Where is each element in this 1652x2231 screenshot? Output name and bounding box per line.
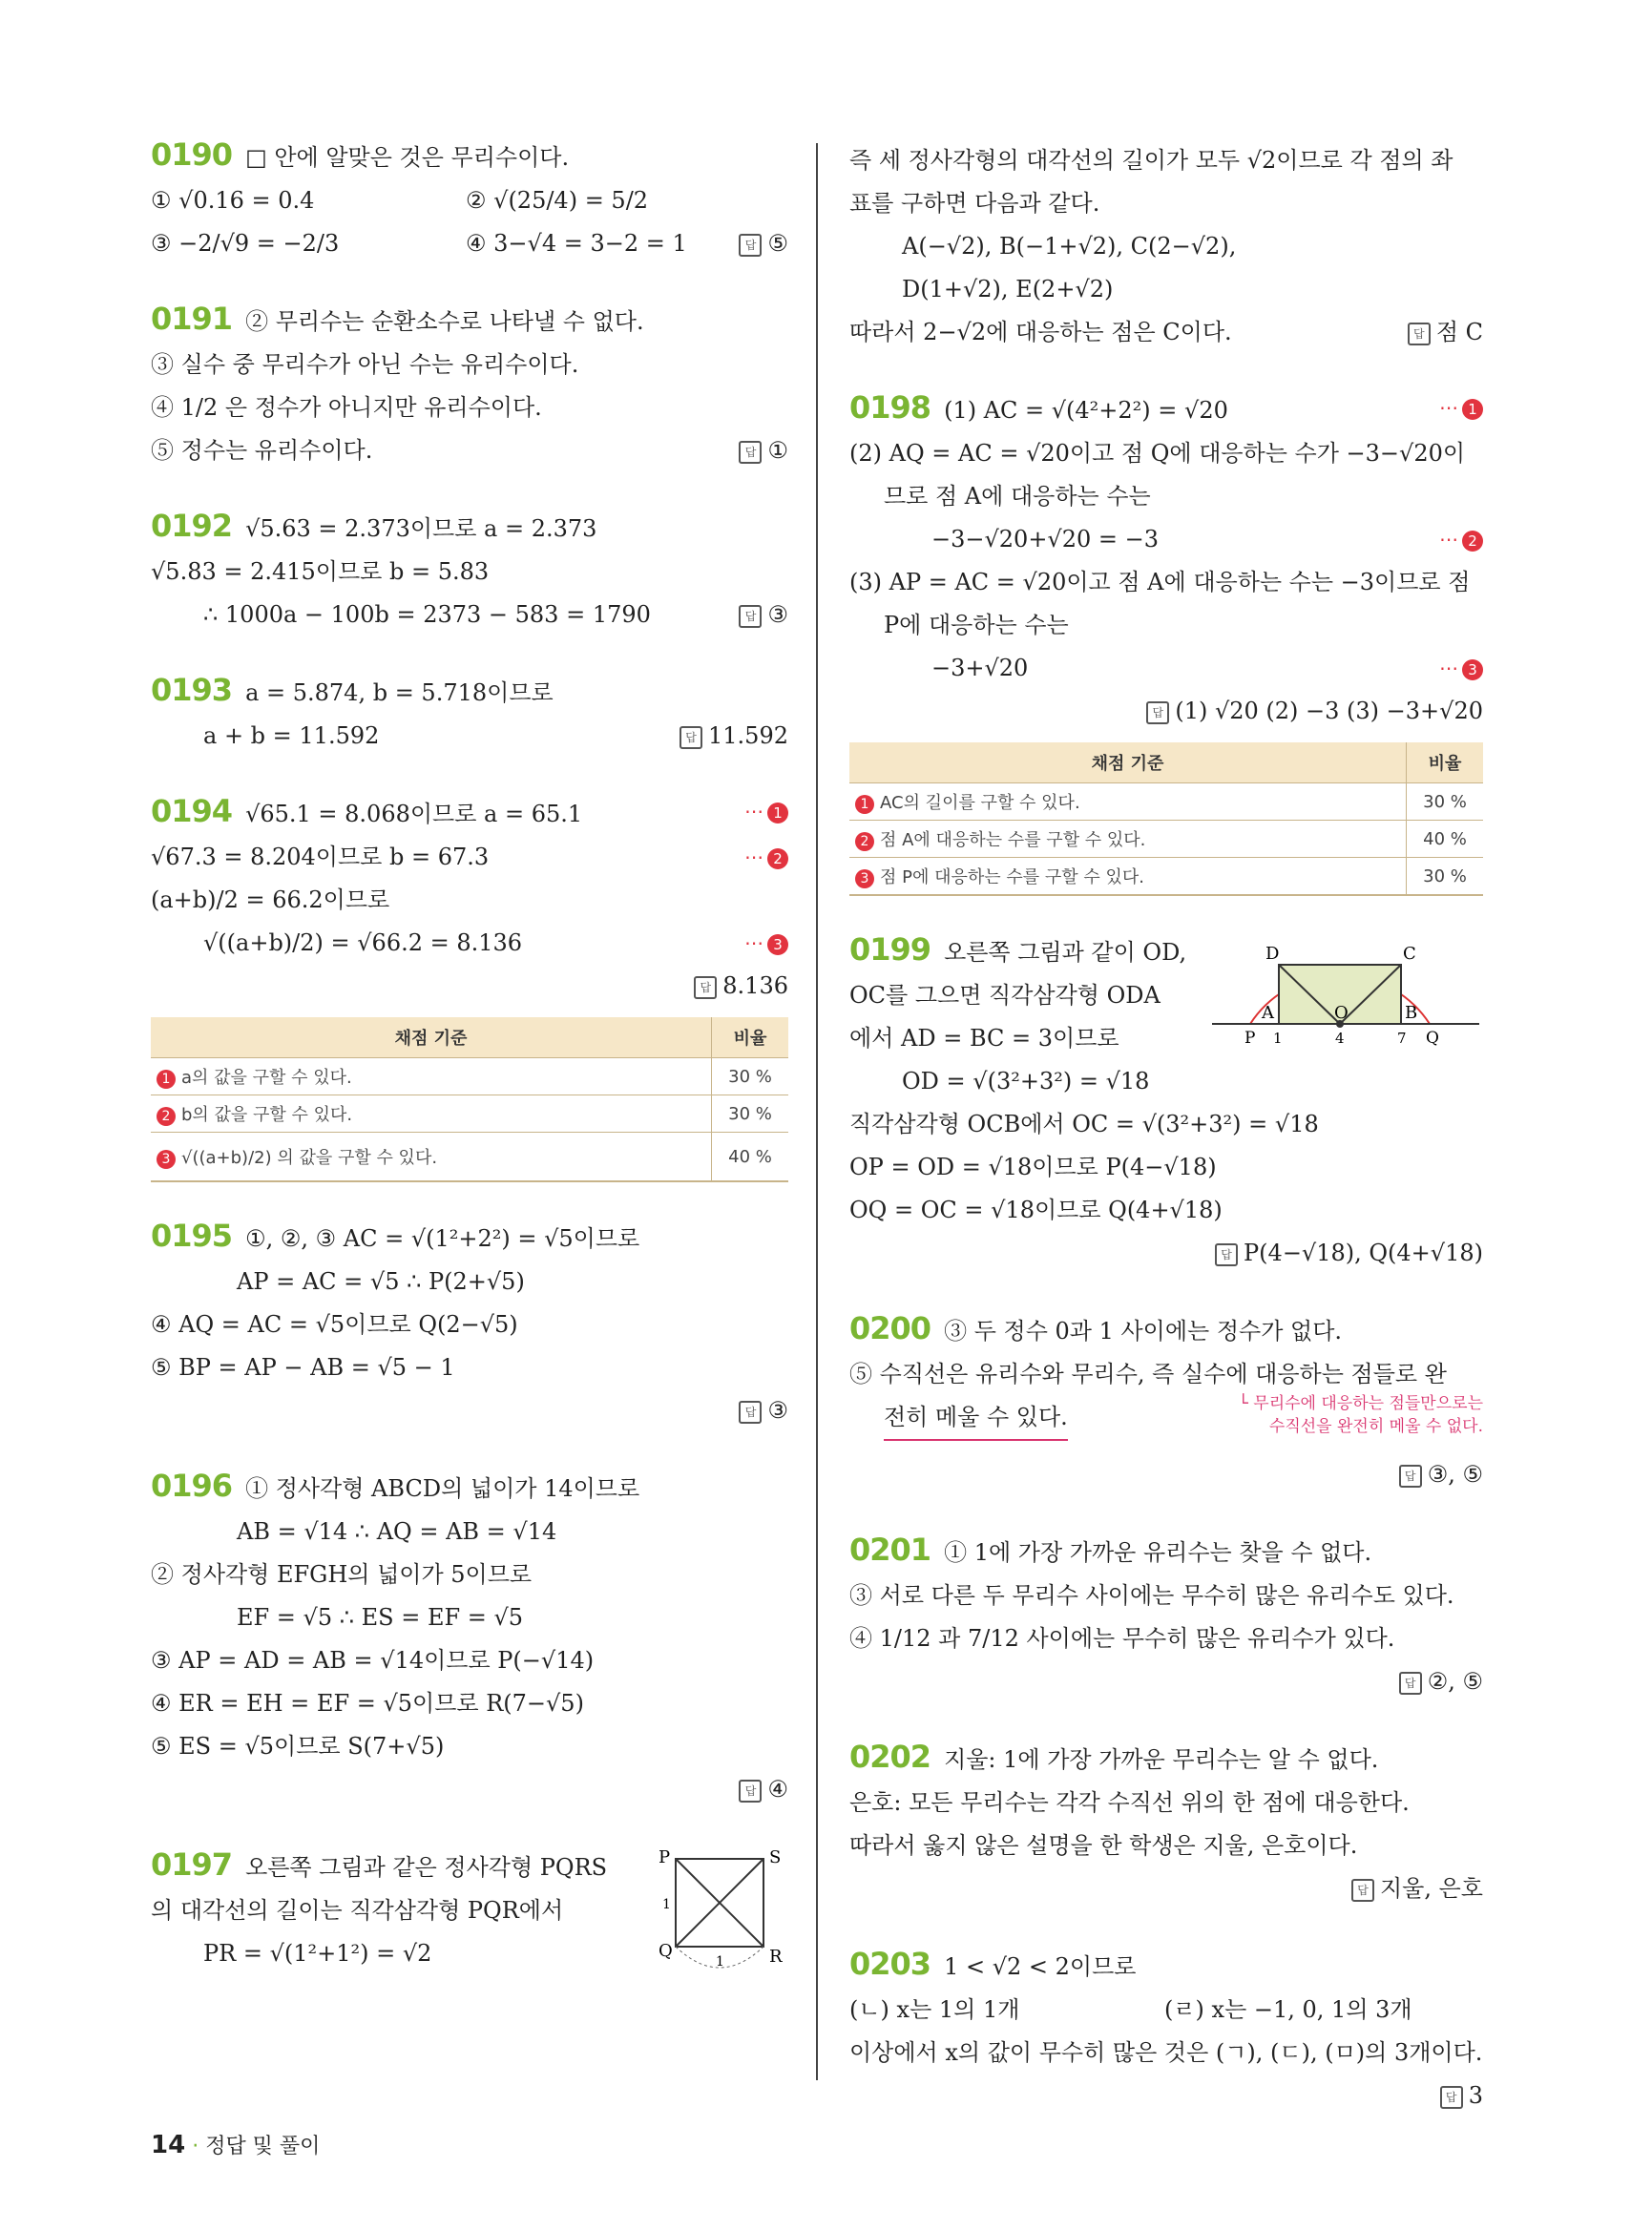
svg-text:A: A: [1262, 1003, 1274, 1023]
solution-line: (1) AC = √(4²+2²) = √20: [944, 397, 1228, 424]
table-row: 3 √((a+b)/2) 의 값을 구할 수 있다. 40 %: [151, 1133, 788, 1182]
problem-number: 0198: [849, 389, 931, 426]
answer-icon: 답: [739, 605, 762, 628]
problem-text: ② 무리수는 순환소수로 나타낼 수 없다.: [245, 308, 644, 335]
solution-line: OD = √(3²+3²) = √18: [902, 1068, 1150, 1095]
left-column: [151, 134, 788, 2008]
choice-4: ④ 3−√4 = 3−2 = 1: [466, 230, 687, 257]
solution-line: OC를 그으면 직각삼각형 ODA: [849, 982, 1161, 1009]
choice-2: ② √(25/4) = 5/2: [466, 187, 649, 214]
answer: 답 ①: [739, 429, 788, 472]
solution-line: (a+b)/2 = 66.2이므로: [151, 886, 390, 913]
svg-text:Q: Q: [1426, 1029, 1439, 1048]
solution-line: ④ 1/2 은 정수가 아니지만 유리수이다.: [151, 394, 542, 421]
problem-number: 0200: [849, 1310, 931, 1346]
solution-line: ⑤ BP = AP − AB = √5 − 1: [151, 1354, 455, 1381]
solution-line: 오른쪽 그림과 같이 OD,: [944, 939, 1187, 966]
solution-line: 에서 AD = BC = 3이므로: [849, 1025, 1119, 1052]
svg-text:P: P: [1244, 1029, 1256, 1048]
table-row: 3 점 P에 대응하는 수를 구할 수 있다. 30 %: [849, 858, 1483, 896]
choice-3: ③ −2/√9 = −2/3: [151, 230, 340, 257]
solution-line: (ㄴ) x는 1의 1개: [849, 1996, 1020, 2023]
problem-number: 0191: [151, 301, 233, 337]
solution-line: 은호: 모든 무리수는 각각 수직선 위의 한 점에 대응한다.: [849, 1789, 1410, 1816]
table-row: 1 a의 값을 구할 수 있다. 30 %: [151, 1058, 788, 1095]
answer-icon: 답: [739, 441, 762, 464]
step-mark-2: ⋯ 2: [1439, 518, 1483, 561]
problem-0191: [151, 298, 788, 472]
solution-line: ③ 서로 다른 두 무리수 사이에는 무수히 많은 유리수도 있다.: [849, 1582, 1454, 1609]
answer: 답 ③: [739, 594, 788, 636]
svg-text:C: C: [1403, 944, 1416, 964]
solution-line: √65.1 = 8.068이므로 a = 65.1: [245, 801, 583, 827]
table-header: 비율: [712, 1017, 789, 1058]
problem-number: 0196: [151, 1468, 233, 1504]
table-header: 비율: [1407, 742, 1484, 783]
problem-text: □ 안에 알맞은 것은 무리수이다.: [245, 144, 570, 171]
solution-line: 따라서 2−√2에 대응하는 점은 C이다.: [849, 319, 1232, 345]
table-header: 채점 기준: [151, 1017, 712, 1058]
svg-text:4: 4: [1335, 1030, 1345, 1047]
solution-line: ①, ②, ③ AC = √(1²+2²) = √5이므로: [245, 1225, 640, 1252]
svg-text:1: 1: [1273, 1030, 1283, 1047]
semicircle-figure: [1212, 928, 1483, 1053]
svg-text:Q: Q: [659, 1941, 673, 1961]
solution-line: PR = √(1²+1²) = √2: [203, 1940, 432, 1967]
solution-line: ④ AQ = AC = √5이므로 Q(2−√5): [151, 1311, 518, 1338]
solution-line: ① 1에 가장 가까운 유리수는 찾을 수 없다.: [944, 1539, 1372, 1566]
solution-line: 전히 메울 수 있다.: [884, 1396, 1068, 1441]
problem-0199: [849, 928, 1483, 1275]
solution-line: −3+√20: [931, 655, 1029, 681]
page-number: 14: [151, 2131, 186, 2159]
problem-number: 0193: [151, 672, 233, 708]
solution-line: (3) AP = AC = √20이고 점 A에 대응하는 수는 −3이므로 점: [849, 569, 1471, 595]
problem-number: 0199: [849, 931, 931, 968]
solution-line: ③ 두 정수 0과 1 사이에는 정수가 없다.: [944, 1318, 1343, 1345]
solution-line: ④ ER = EH = EF = √5이므로 R(7−√5): [151, 1690, 584, 1717]
solution-line: ⑤ ES = √5이므로 S(7+√5): [151, 1733, 445, 1760]
table-row: 2 b의 값을 구할 수 있다. 30 %: [151, 1095, 788, 1133]
svg-text:S: S: [769, 1847, 782, 1867]
right-column: [849, 139, 1483, 2150]
svg-text:O: O: [1334, 1003, 1349, 1023]
problem-0197-continued: [849, 139, 1483, 354]
solution-line: a + b = 11.592: [203, 722, 380, 749]
solution-line: AP = AC = √5 ∴ P(2+√5): [237, 1268, 525, 1295]
scoring-table: [849, 742, 1483, 896]
solution-line: (ㄹ) x는 −1, 0, 1의 3개: [1164, 1996, 1412, 2023]
solution-line: √5.63 = 2.373이므로 a = 2.373: [245, 515, 597, 542]
answer: 답 ④: [151, 1768, 788, 1811]
scoring-table: [151, 1017, 788, 1182]
square-pqrs-figure: [638, 1845, 781, 1979]
solution-line: AB = √14 ∴ AQ = AB = √14: [237, 1518, 557, 1545]
problem-number: 0190: [151, 136, 233, 173]
answer-icon: 답: [739, 1780, 762, 1803]
svg-text:R: R: [769, 1947, 783, 1967]
answer: 답 ②, ⑤: [849, 1660, 1483, 1703]
solution-line: 의 대각선의 길이는 직각삼각형 PQR에서: [151, 1897, 564, 1924]
solution-line: ② 정사각형 EFGH의 넓이가 5이므로: [151, 1561, 533, 1588]
solution-line: 오른쪽 그림과 같은 정사각형 PQRS: [245, 1854, 608, 1881]
step-mark-1: ⋯ 1: [1439, 386, 1483, 429]
answer: 답 8.136: [151, 965, 788, 1008]
step-mark-1: ⋯ 1: [744, 790, 788, 833]
answer-icon: 답: [1351, 1879, 1374, 1902]
problem-0192: [151, 505, 788, 636]
problem-number: 0197: [151, 1846, 233, 1883]
solution-line: ④ 1/12 과 7/12 사이에는 무수히 많은 유리수가 있다.: [849, 1625, 1395, 1652]
solution-line: OQ = OC = √18이므로 Q(4+√18): [849, 1197, 1223, 1223]
problem-0194: [151, 790, 788, 1182]
svg-text:P: P: [659, 1847, 671, 1867]
solution-line: −3−√20+√20 = −3: [931, 526, 1160, 553]
solution-line: A(−√2), B(−1+√2), C(2−√2),: [902, 233, 1237, 260]
answer-icon: 답: [694, 976, 717, 999]
svg-text:1: 1: [716, 1954, 724, 1970]
answer-icon: 답: [1146, 701, 1169, 724]
problem-0193: [151, 669, 788, 758]
solution-line: EF = √5 ∴ ES = EF = √5: [237, 1604, 524, 1631]
answer: 답 ③, ⑤: [849, 1453, 1483, 1496]
step-mark-3: ⋯ 3: [744, 922, 788, 965]
answer-icon: 답: [739, 234, 762, 257]
solution-line: 표를 구하면 다음과 같다.: [849, 190, 1100, 217]
problem-number: 0195: [151, 1218, 233, 1254]
problem-number: 0201: [849, 1532, 931, 1568]
answer-icon: 답: [1408, 323, 1431, 345]
solution-line: √67.3 = 8.204이므로 b = 67.3: [151, 844, 490, 870]
problem-0196: [151, 1465, 788, 1811]
problem-0202: [849, 1736, 1483, 1910]
problem-0201: [849, 1529, 1483, 1703]
problem-0197: [151, 1844, 788, 1975]
svg-text:D: D: [1265, 944, 1280, 964]
answer: 답 ③: [151, 1389, 788, 1432]
solution-line: 므로 점 A에 대응하는 수는: [884, 483, 1151, 510]
footer-title: 정답 및 풀이: [205, 2135, 321, 2158]
table-row: 2 점 A에 대응하는 수를 구할 수 있다. 40 %: [849, 821, 1483, 858]
solution-line: ① 정사각형 ABCD의 넓이가 14이므로: [245, 1475, 640, 1502]
answer-icon: 답: [1399, 1465, 1422, 1488]
table-row: 1 AC의 길이를 구할 수 있다. 30 %: [849, 783, 1483, 821]
solution-line: P에 대응하는 수는: [884, 612, 1069, 638]
solution-line: D(1+√2), E(2+√2): [902, 276, 1114, 302]
svg-text:1: 1: [662, 1897, 671, 1912]
problem-0203: [849, 1943, 1483, 2117]
answer: 답 3: [849, 2075, 1483, 2117]
solution-line: 직각삼각형 OCB에서 OC = √(3²+3²) = √18: [849, 1111, 1319, 1137]
answer-icon: 답: [1440, 2086, 1463, 2109]
solution-line: ⑤ 정수는 유리수이다.: [151, 437, 373, 464]
page-footer: 14 · 정답 및 풀이: [151, 2131, 321, 2159]
table-header: 채점 기준: [849, 742, 1407, 783]
answer-icon: 답: [1215, 1243, 1238, 1266]
problem-0195: [151, 1215, 788, 1432]
answer: 답 ⑤: [739, 222, 788, 265]
side-note: └ 무리수에 대응하는 점들만으로는 수직선을 완전히 메울 수 없다.: [1238, 1394, 1483, 1436]
answer: 답 지울, 은호: [849, 1867, 1483, 1910]
choice-1: ① √0.16 = 0.4: [151, 187, 315, 214]
solution-line: ③ AP = AD = AB = √14이므로 P(−√14): [151, 1647, 595, 1674]
step-mark-3: ⋯ 3: [1439, 647, 1483, 690]
solution-line: 이상에서 x의 값이 무수히 많은 것은 (ㄱ), (ㄷ), (ㅁ)의 3개이다.: [849, 2039, 1483, 2066]
problem-number: 0192: [151, 508, 233, 544]
answer: 답 11.592: [680, 715, 788, 758]
answer: 답 P(4−√18), Q(4+√18): [849, 1232, 1483, 1275]
solution-line: √5.83 = 2.415이므로 b = 5.83: [151, 558, 490, 585]
solution-line: ⑤ 수직선은 유리수와 무리수, 즉 실수에 대응하는 점들로 완: [849, 1361, 1447, 1387]
column-divider: [816, 143, 818, 2080]
problem-number: 0202: [849, 1739, 931, 1775]
problem-number: 0203: [849, 1946, 931, 1982]
step-mark-2: ⋯ 2: [744, 836, 788, 879]
problem-0190: [151, 134, 788, 265]
svg-text:7: 7: [1397, 1030, 1407, 1047]
solution-line: OP = OD = √18이므로 P(4−√18): [849, 1154, 1217, 1180]
problem-0198: [849, 386, 1483, 896]
svg-text:B: B: [1405, 1003, 1418, 1023]
solution-line: 즉 세 정사각형의 대각선의 길이가 모두 √2이므로 각 점의 좌: [849, 147, 1453, 174]
answer-icon: 답: [680, 726, 702, 749]
solution-line: a = 5.874, b = 5.718이므로: [245, 679, 554, 706]
answer: 답 점 C: [1408, 311, 1483, 354]
problem-0200: [849, 1307, 1483, 1496]
solution-line: √((a+b)/2) = √66.2 = 8.136: [203, 929, 523, 956]
answer-icon: 답: [739, 1401, 762, 1424]
solution-line: 따라서 옳지 않은 설명을 한 학생은 지울, 은호이다.: [849, 1832, 1358, 1859]
solution-line: ③ 실수 중 무리수가 아닌 수는 유리수이다.: [151, 351, 579, 378]
solution-line: ∴ 1000a − 100b = 2373 − 583 = 1790: [203, 601, 651, 628]
answer-icon: 답: [1399, 1672, 1422, 1695]
solution-line: 1 < √2 < 2이므로: [944, 1953, 1137, 1980]
answer: 답 (1) √20 (2) −3 (3) −3+√20: [849, 690, 1483, 733]
problem-number: 0194: [151, 793, 233, 829]
solution-line: (2) AQ = AC = √20이고 점 Q에 대응하는 수가 −3−√20이: [849, 440, 1466, 467]
solution-line: 지울: 1에 가장 가까운 무리수는 알 수 없다.: [944, 1746, 1379, 1773]
